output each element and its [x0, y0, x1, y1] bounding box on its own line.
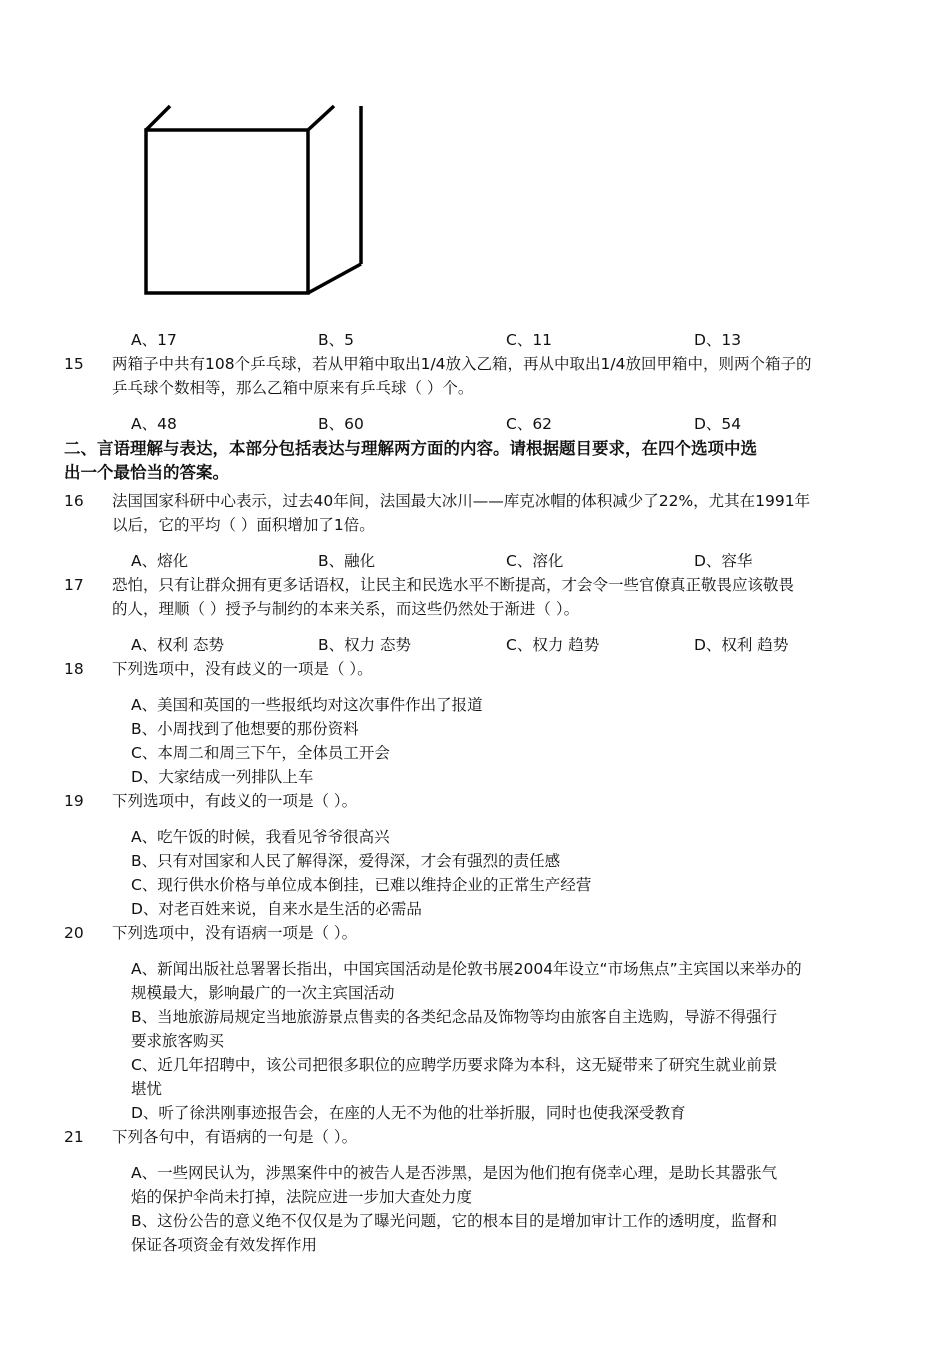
q17-option-a: A、权利 态势 — [131, 636, 225, 654]
section-heading-line-2: 出一个最恰当的答案。 — [64, 463, 229, 482]
q19-option-d: D、对老百姓来说，自来水是生活的必需品 — [131, 900, 422, 918]
q17-option-c: C、权力 趋势 — [506, 636, 600, 654]
q16-number: 16 — [64, 492, 84, 510]
q16-stem-line-1: 法国国家科研中心表示，过去40年间，法国最大冰川——库克冰帽的体积减少了22%，尤其在1991年 — [112, 492, 811, 510]
q15-number: 15 — [64, 355, 84, 373]
q14-option-d: D、13 — [694, 331, 742, 349]
q15-stem-line-2: 乒乓球个数相等，那么乙箱中原来有乒乓球（ ）个。 — [112, 379, 474, 397]
q15-option-a: A、48 — [131, 415, 177, 433]
q15-option-d: D、54 — [694, 415, 742, 433]
cube-top-left-edge — [146, 106, 170, 130]
q19-number: 19 — [64, 792, 84, 810]
q20-stem: 下列选项中，没有语病一项是（ ）。 — [112, 924, 358, 942]
section-heading-line-1: 二、言语理解与表达，本部分包括表达与理解两方面的内容。请根据题目要求，在四个选项中选 — [64, 439, 757, 458]
q16-option-c: C、溶化 — [506, 552, 564, 570]
q20-option-a-line-1: A、新闻出版社总署署长指出，中国宾国活动是伦敦书展2004年设立“市场焦点”主宾国以来举办的 — [131, 960, 802, 978]
q20-option-b-line-2: 要求旅客购买 — [131, 1032, 225, 1050]
cube-front-face — [146, 130, 308, 293]
q21-number: 21 — [64, 1128, 84, 1146]
q20-option-d: D、听了徐洪刚事迹报告会，在座的人无不为他的壮举折服，同时也使我深受教育 — [131, 1104, 686, 1122]
q19-option-b: B、只有对国家和人民了解得深，爱得深，才会有强烈的责任感 — [131, 852, 561, 870]
q20-number: 20 — [64, 924, 84, 942]
q17-option-d: D、权利 趋势 — [694, 636, 789, 654]
cube-top-right-edge — [308, 106, 334, 130]
q18-option-c: C、本周二和周三下午，全体员工开会 — [131, 744, 390, 762]
q15-option-b: B、60 — [318, 415, 364, 433]
q21-option-a-line-1: A、一些网民认为，涉黑案件中的被告人是否涉黑，是因为他们抱有侥幸心理，是助长其嚣张气 — [131, 1164, 778, 1182]
q18-option-b: B、小周找到了他想要的那份资料 — [131, 720, 359, 738]
q17-stem-line-2: 的人，理顺（ ）授予与制约的本来关系，而这些仍然处于渐进（ ）。 — [112, 600, 580, 618]
q21-option-a-line-2: 焰的保护伞尚未打掉，法院应进一步加大查处力度 — [131, 1188, 473, 1206]
q15-option-c: C、62 — [506, 415, 553, 433]
q16-option-d: D、容华 — [694, 552, 753, 570]
q18-number: 18 — [64, 660, 84, 678]
q21-option-b-line-2: 保证各项资金有效发挥作用 — [131, 1236, 318, 1254]
q17-stem-line-1: 恐怕，只有让群众拥有更多话语权，让民主和民选水平不断提高，才会令一些官僚真正敬畏应该敬畏 — [112, 576, 795, 594]
q16-stem-line-2: 以后，它的平均（ ）面积增加了1倍。 — [112, 516, 375, 534]
q21-option-b-line-1: B、这份公告的意义绝不仅仅是为了曝光问题，它的根本目的是增加审计工作的透明度，监督和 — [131, 1212, 778, 1230]
q16-option-a: A、熔化 — [131, 552, 189, 570]
q17-number: 17 — [64, 576, 84, 594]
q20-option-b-line-1: B、当地旅游局规定当地旅游景点售卖的各类纪念品及饰物等均由旅客自主选购，导游不得强行 — [131, 1008, 778, 1026]
q19-option-a: A、吃午饭的时候，我看见爷爷很高兴 — [131, 828, 390, 846]
q18-option-a: A、美国和英国的一些报纸均对这次事件作出了报道 — [131, 696, 483, 714]
q20-option-c-line-2: 堪忧 — [131, 1080, 163, 1098]
q16-option-b: B、融化 — [318, 552, 376, 570]
q14-option-c: C、11 — [506, 331, 553, 349]
cube-figure — [140, 104, 380, 304]
q17-option-b: B、权力 态势 — [318, 636, 412, 654]
q20-option-a-line-2: 规模最大，影响最广的一次主宾国活动 — [131, 984, 395, 1002]
q14-option-b: B、5 — [318, 331, 354, 349]
q18-option-d: D、大家结成一列排队上车 — [131, 768, 314, 786]
q19-option-c: C、现行供水价格与单位成本倒挂，已难以维持企业的正常生产经营 — [131, 876, 592, 894]
q19-stem: 下列选项中，有歧义的一项是（ ）。 — [112, 792, 358, 810]
q18-stem: 下列选项中，没有歧义的一项是（ ）。 — [112, 660, 373, 678]
q21-stem: 下列各句中，有语病的一句是（ ）。 — [112, 1128, 358, 1146]
cube-bottom-right-edge — [308, 264, 361, 293]
q20-option-c-line-1: C、近几年招聘中，该公司把很多职位的应聘学历要求降为本科，这无疑带来了研究生就业前景 — [131, 1056, 778, 1074]
q15-stem-line-1: 两箱子中共有108个乒乓球，若从甲箱中取出1/4放入乙箱，再从中取出1/4放回甲箱中，则两个箱子的 — [112, 355, 812, 373]
q14-option-a: A、17 — [131, 331, 177, 349]
